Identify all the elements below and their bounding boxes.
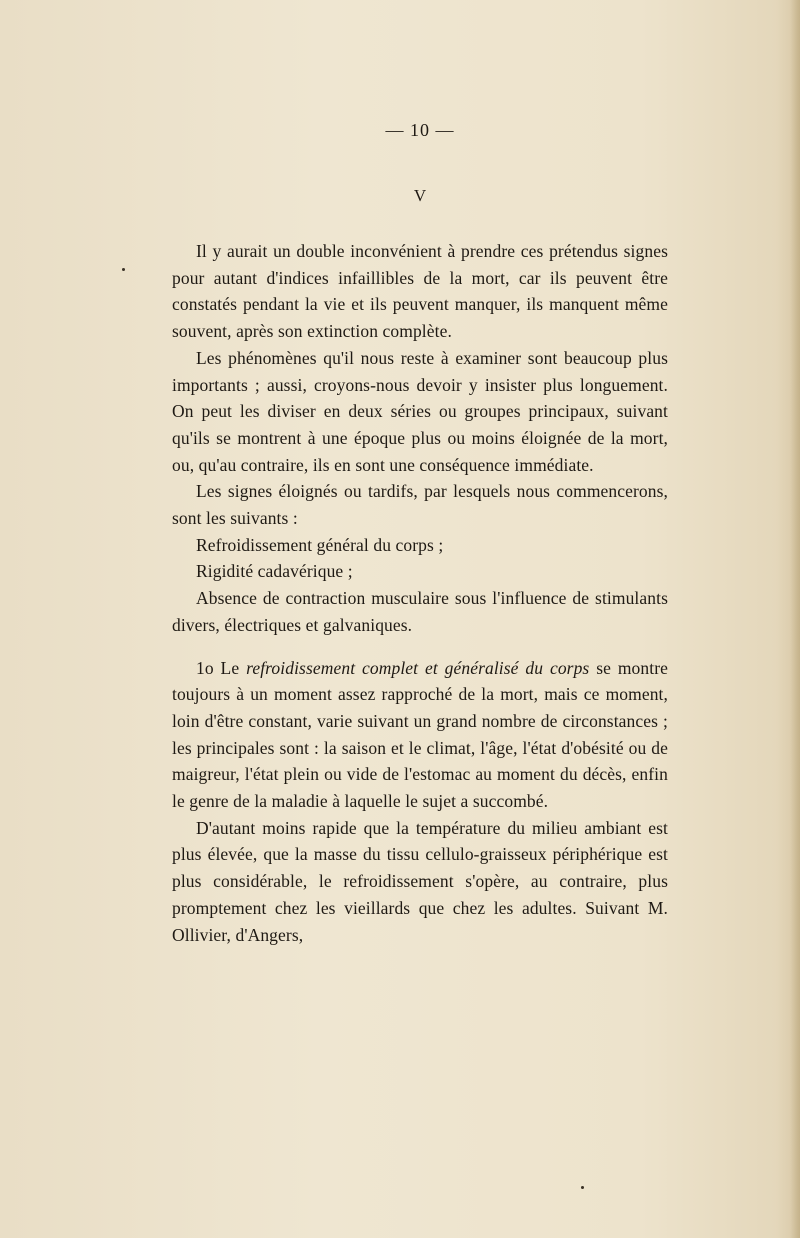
paragraph-lead: 1o Le — [196, 657, 247, 678]
page-number: — 10 — — [385, 120, 455, 140]
emphasis-text: refroidissement complet et généralisé du corps — [246, 657, 590, 678]
paragraph-rest: se montre toujours à un moment assez rapproché de la mort, mais ce moment, loin d'être constant, varie suivant un grand nombre de circonstances ; les principales sont : la saison et le climat, l'âge, l'état d'obésité ou de maigreur, l'état plein ou vide de l'estomac au moment du décès, enfin le genre de la maladie à laquelle le sujet a succombé. — [172, 657, 668, 812]
paragraph — [172, 655, 668, 815]
paragraph: D'autant moins rapide que la température du milieu ambiant est plus élevée, que la masse du tissu cellulo-graisseux périphérique est plus considérable, le refroidissement s'opère, au contraire, plus promptement chez les vieillards que chez les adultes. Suivant M. Ollivier, d'Angers, — [172, 817, 668, 945]
paragraph: Les signes éloignés ou tardifs, par lesquels nous commencerons, sont les suivants : — [172, 481, 668, 529]
list-item: Refroidissement général du corps ; — [196, 534, 444, 555]
body-text — [172, 238, 668, 948]
ink-speck — [581, 1186, 584, 1189]
paragraph: Les phénomènes qu'il nous reste à examiner sont beaucoup plus importants ; aussi, croyons-nous devoir y insister plus longuement. On peut les diviser en deux séries ou groupes principaux, suivant qu'ils se montrent à une époque plus ou moins éloignée de la mort, ou, qu'au contraire, ils en sont une conséquence immédiate. — [172, 347, 668, 475]
paragraph: Absence de contraction musculaire sous l'influence de stimulants divers, électriques et galvaniques. — [172, 588, 668, 635]
list-item: Rigidité cadavérique ; — [196, 561, 353, 582]
page-edge-shadow — [790, 0, 800, 1238]
section-heading: V — [413, 186, 427, 205]
paragraph: Il y aurait un double inconvénient à prendre ces prétendus signes pour autant d'indices infaillibles de la mort, car ils peuvent être constatés pendant la vie et ils peuvent manquer, ils manquent même souvent, après son extinction complète. — [172, 241, 668, 342]
ink-speck — [122, 268, 125, 271]
